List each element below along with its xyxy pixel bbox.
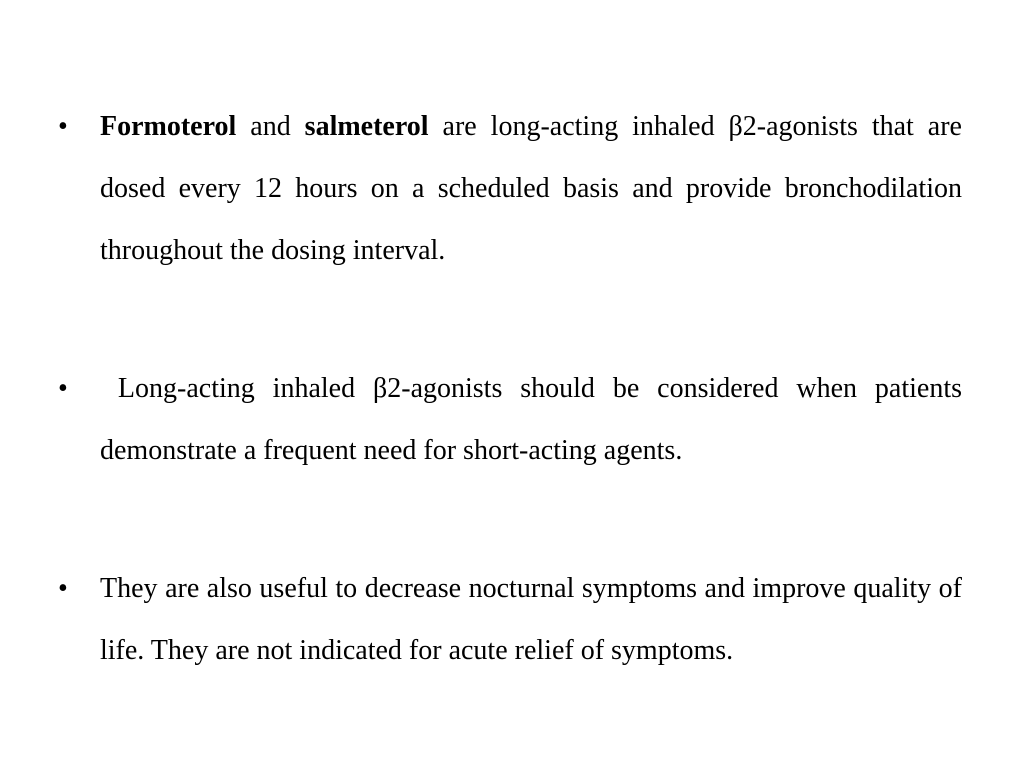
bullet-text: They are also useful to decrease nocturnal symptoms and improve quality of life. They are not indicated for acute relief of symptoms. bbox=[100, 573, 962, 666]
bullet-icon: • bbox=[58, 111, 68, 142]
bullet-text: Long-acting inhaled β2-agonists should be considered when patients demonstrate a frequent need for short-acting agents. bbox=[100, 373, 970, 466]
bullet-icon: • bbox=[58, 373, 68, 404]
bullet-icon: • bbox=[58, 573, 68, 604]
bullet-text bbox=[100, 96, 962, 282]
term-formoterol: Formoterol bbox=[100, 111, 237, 142]
bullet-item-long-acting bbox=[58, 358, 970, 482]
bullet-item-nocturnal bbox=[58, 558, 962, 682]
bullet-item-formoterol bbox=[58, 96, 962, 282]
connector-text: and bbox=[236, 111, 305, 142]
bullet-body-text: are long-acting inhaled β2-agonists that are dosed every 12 hours on a scheduled basis and provide bronchodilation throughout the dosing interval. bbox=[100, 111, 962, 266]
term-salmeterol: salmeterol bbox=[304, 111, 429, 142]
